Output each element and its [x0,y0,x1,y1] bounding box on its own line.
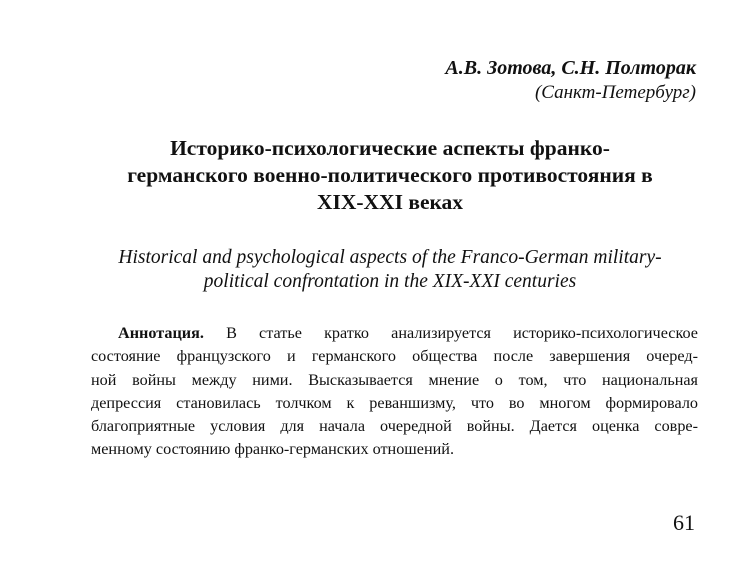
subtitle-line: Historical and psychological aspects of the Franco-German military- [118,247,662,268]
title-line: германского военно-политического противостояния в [127,163,653,187]
abstract-line: состояние французского и германского общества после завершения очеред- [91,347,698,366]
abstract-line: депрессия становилась толчком к реваншизму, что во многом формировало [91,393,698,412]
abstract-line: ной войны между ними. Высказывается мнение о том, что национальная [91,370,698,389]
subtitle-line: political confrontation in the XIX-XXI centuries [203,271,577,292]
abstract-line [91,322,698,345]
title-line: Историко-психологические аспекты франко- [170,136,610,160]
author-city: (Санкт-Петербург) [534,82,696,103]
abstract-line: менному состоянию франко-германских отношений. [91,440,454,459]
article-title [80,135,700,216]
page-number: 61 [673,510,695,535]
abstract-line: благоприятные условия для начала очередной войны. Дается оценка совре- [91,417,698,436]
title-line: XIX-XXI веках [316,190,464,214]
article-title-english [80,246,700,294]
abstract-text: В статье кратко анализируется историко-психологическое [203,324,698,342]
authors: А.В. Зотова, С.Н. Полторак [445,57,696,79]
abstract-label: Аннотация. [118,324,204,342]
abstract [91,322,698,462]
